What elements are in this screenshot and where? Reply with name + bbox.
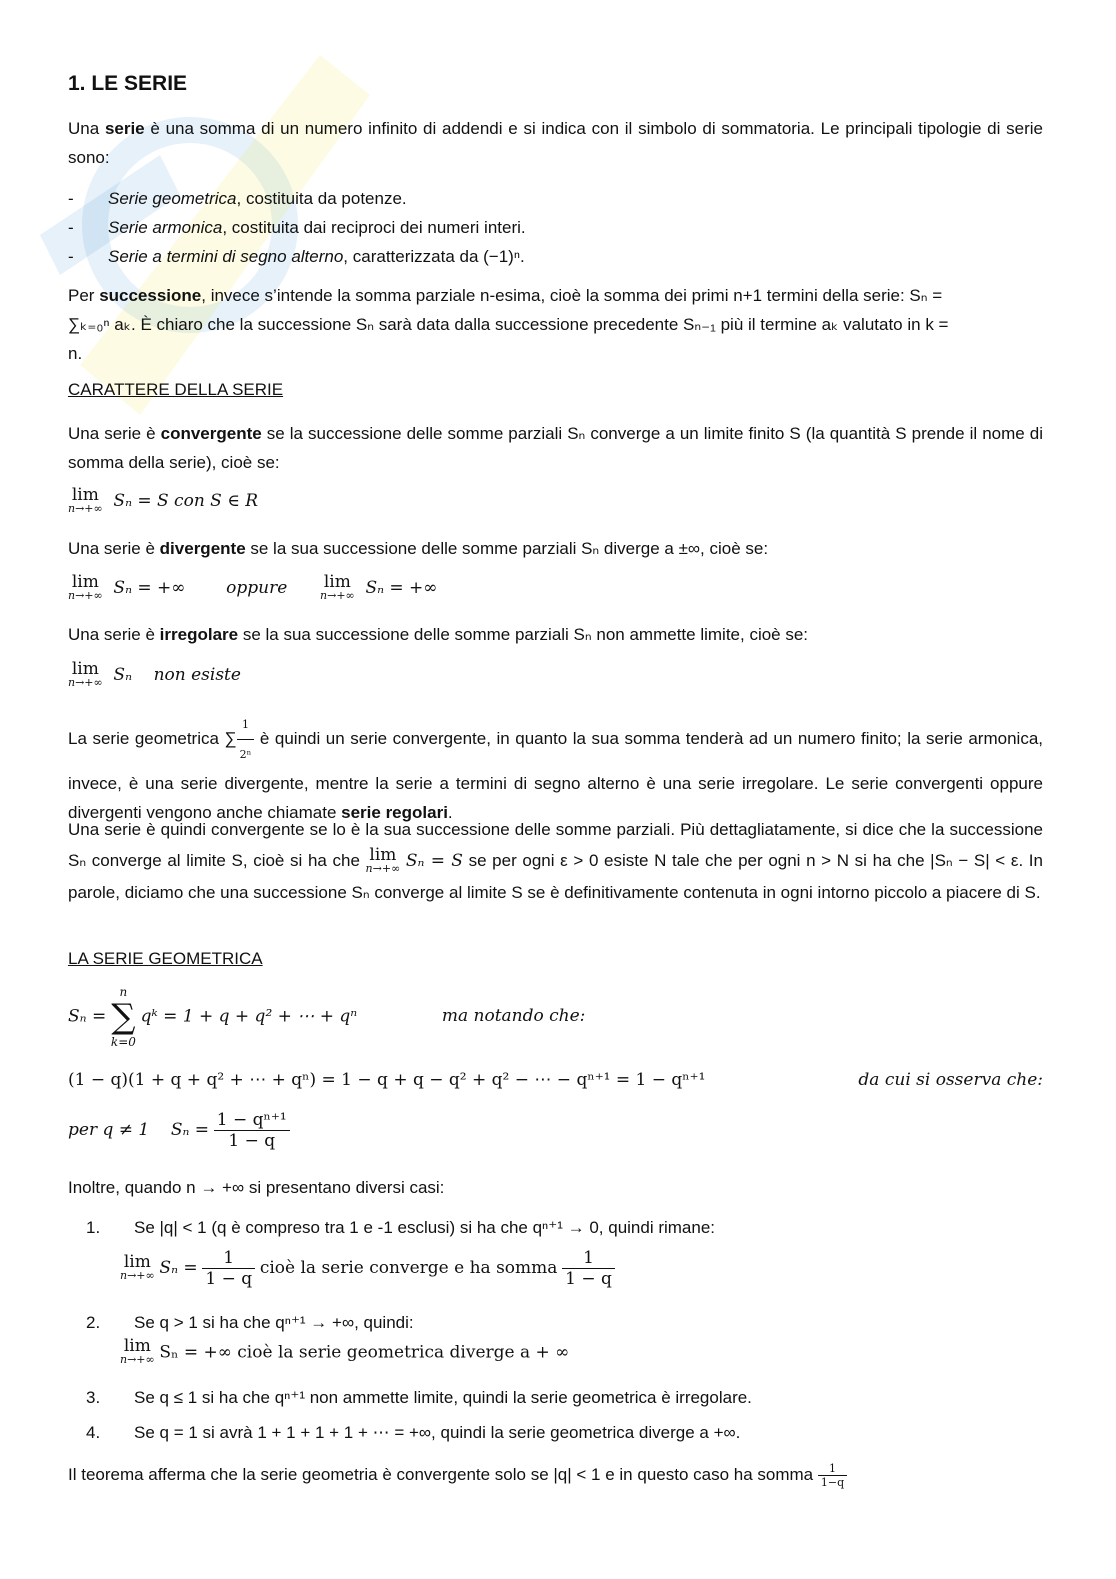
- convergent-formula: lim n→+∞ Sₙ = S con S ∈ R: [68, 485, 259, 515]
- list-item: 1. Se |q| < 1 (q è compreso tra 1 e -1 esclusi) si ha che qⁿ⁺¹ → 0, quindi rimane:: [86, 1218, 716, 1237]
- irregular-formula: lim n→+∞ Sₙ non esiste: [68, 659, 241, 689]
- cases-list-3: [68, 1388, 1043, 1408]
- geometric-sum-formula: Sₙ = n ∑ k=0 qᵏ = 1 + q + q² + ⋯ + qⁿ ma notando che:: [68, 985, 586, 1049]
- list-item: 3. Se q ≤ 1 si ha che qⁿ⁺¹ non ammette limite, quindi la serie geometrica è irregolare.: [86, 1388, 752, 1407]
- convergent-paragraph: Una serie è convergente se la successione delle somme parziali Sₙ converge a un limite finito S (la quantità S prende il nome di somma della serie), cioè se:: [68, 424, 1043, 472]
- case-formula: lim n→+∞ Sₙ = +∞ cioè la serie geometrica diverge a + ∞: [120, 1336, 570, 1366]
- section-heading-geometric: LA SERIE GEOMETRICA: [68, 949, 263, 968]
- list-item: - Serie a termini di segno alterno, caratterizzata da (−1)ⁿ.: [68, 247, 525, 266]
- divergent-paragraph: Una serie è divergente se la sua successione delle somme parziali Sₙ diverge a ±∞, cioè se:: [68, 539, 769, 558]
- geometric-identity-formula: (1 − q)(1 + q + q² + ⋯ + qⁿ) = 1 − q + q − q² + q² − ⋯ − qⁿ⁺¹ = 1 − qⁿ⁺¹ da cui si osserva che:: [68, 1070, 1043, 1090]
- geometric-closed-form: per q ≠ 1 Sₙ = $\frac{\text{1 − qⁿ⁺¹}}{1 - q}$: [68, 1110, 290, 1151]
- series-types-list: [68, 184, 1043, 271]
- page-title: 1. LE SERIE: [68, 72, 188, 95]
- divergent-formula: lim n→+∞ Sₙ = +∞ oppure lim n→+∞ Sₙ = +∞: [68, 572, 438, 602]
- succession-paragraph: Per successione, invece s’intende la somma parziale n-esima, cioè la somma dei primi n+1 termini della serie: Sₙ = ∑ₖ₌₀ⁿ aₖ. È chiaro che la successione Sₙ sarà data dalla successione precedente Sₙ₋₁ più il termine aₖ valutato in k = n.: [68, 286, 949, 363]
- section-heading-character: CARATTERE DELLA SERIE: [68, 380, 284, 399]
- irregular-paragraph: Una serie è irregolare se la sua successione delle somme parziali Sₙ non ammette limite, cioè se:: [68, 625, 809, 644]
- cases-intro: Inoltre, quando n → +∞ si presentano diversi casi:: [68, 1178, 445, 1197]
- theorem-paragraph: Il teorema afferma che la serie geometria è convergente solo se |q| < 1 e in questo caso ha somma $\frac{1}{1-q}$: [68, 1462, 1043, 1489]
- geometric-summary-paragraph: La serie geometrica ∑ $\frac{1}{\text{2ⁿ}}$ è quindi un serie convergente, in quanto la sua somma tenderà ad un numero finito; la serie armonica, invece, è una serie divergente, mentre la serie a termini di segno alterno è una serie irregolare. Le serie convergenti oppure divergenti vengono anche chiamate serie regolari.: [68, 718, 1043, 822]
- case-formula: lim n→+∞ Sₙ = $\frac{1}{1 - q}$ cioè la serie converge e ha somma $\frac{1}{1 - q}$: [120, 1248, 1043, 1289]
- list-item: 2. Se q > 1 si ha che qⁿ⁺¹ → +∞, quindi:: [86, 1313, 414, 1332]
- list-item: - Serie armonica, costituita dai reciproci dei numeri interi.: [68, 218, 526, 237]
- intro-paragraph: Una serie è una somma di un numero infinito di addendi e si indica con il simbolo di sommatoria. Le principali tipologie di serie sono:: [68, 119, 1043, 167]
- list-item: 4. Se q = 1 si avrà 1 + 1 + 1 + 1 + ⋯ = +∞, quindi la serie geometrica diverge a +∞.: [86, 1423, 741, 1442]
- cases-list-2: [68, 1313, 1043, 1367]
- cases-list: [68, 1218, 1043, 1289]
- cases-list-4: [68, 1423, 1043, 1443]
- definition-paragraph: Una serie è quindi convergente se lo è la sua successione delle somme parziali. Più dettagliatamente, si dice che la successione Sₙ converge al limite S, cioè si ha che lim n→+∞ Sₙ = S se per ogni ε > 0 esiste N tale che per ogni n > N si ha che |Sₙ − S| < ε. In parole, diciamo che una successione Sₙ converge al limite S se è definitivamente contenuta in ogni intorno piccolo a piacere di S.: [68, 820, 1043, 902]
- list-item: - Serie geometrica, costituita da potenze.: [68, 189, 407, 208]
